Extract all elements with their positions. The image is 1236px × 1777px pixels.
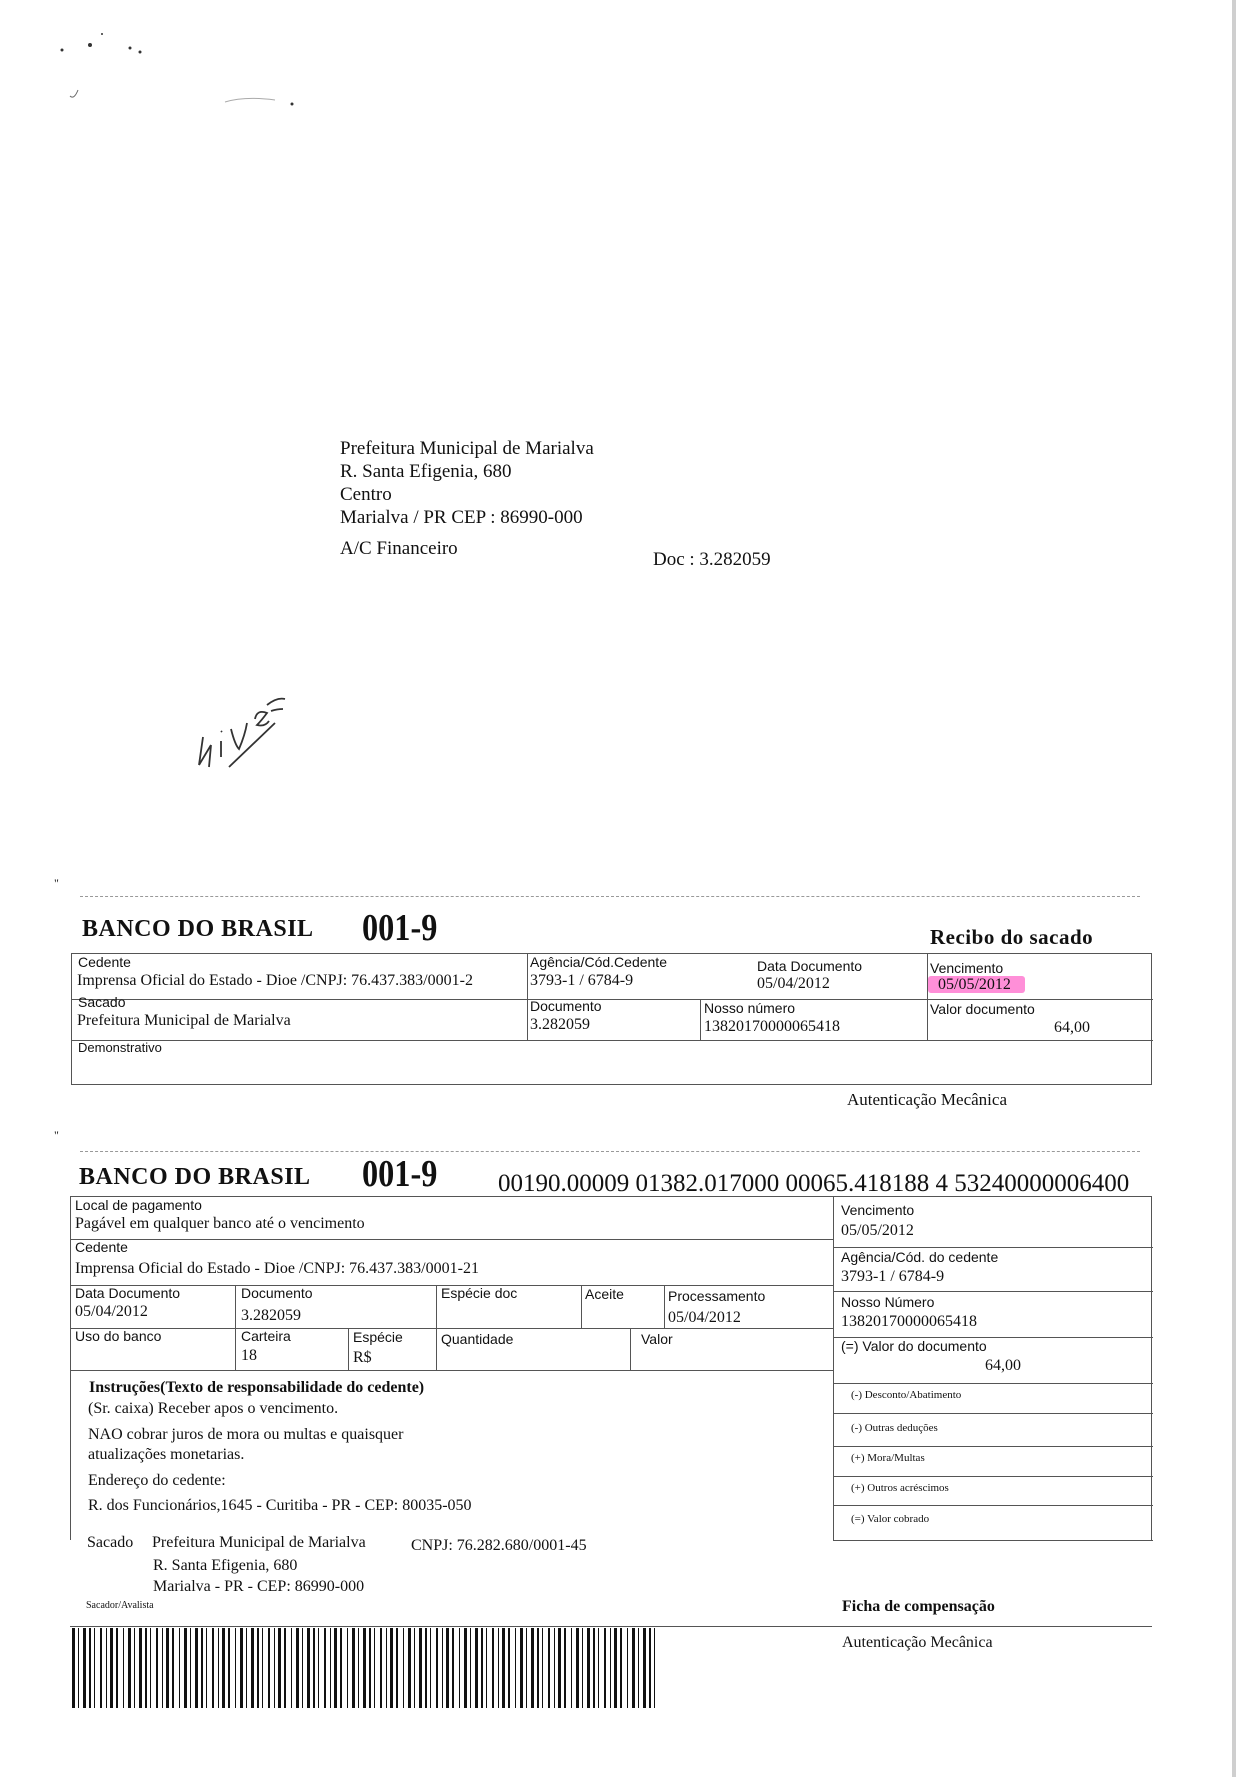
receipt-documento-label: Documento (530, 998, 602, 1014)
slip-box (70, 1196, 1152, 1540)
receipt-col-1 (527, 954, 528, 1040)
slip-documento-value: 3.282059 (241, 1307, 301, 1324)
slip-sacado-address-1: R. Santa Efigenia, 680 (153, 1557, 298, 1574)
slip-right-line-1 (833, 1247, 1153, 1248)
slip-especie-doc-label: Espécie doc (441, 1285, 518, 1301)
doc-number: Doc : 3.282059 (653, 549, 771, 570)
barcode-bars (70, 1628, 662, 1708)
handwriting-drawing (195, 665, 305, 775)
slip-data-doc-value: 05/04/2012 (75, 1303, 148, 1320)
barcode (70, 1628, 662, 1708)
slip-col-process (664, 1285, 665, 1328)
receipt-nosso-label: Nosso número (704, 1000, 796, 1016)
slip-left-line-3 (71, 1328, 833, 1329)
slip-instruction-5: R. dos Funcionários,1645 - Curitiba - PR - CEP: 80035-050 (88, 1497, 472, 1514)
receipt-agencia-label: Agência/Cód.Cedente (530, 954, 667, 970)
slip-right-line-9 (833, 1540, 1153, 1541)
receipt-documento-value: 3.282059 (530, 1016, 590, 1033)
slip-ficha-label: Ficha de compensação (842, 1598, 995, 1615)
slip-data-doc-label: Data Documento (75, 1285, 181, 1301)
receipt-cedente-label: Cedente (78, 954, 131, 970)
address-line-4: Marialva / PR CEP : 86990-000 (340, 507, 583, 528)
slip-left-line-1 (71, 1239, 833, 1240)
receipt-venc-label: Vencimento (930, 960, 1004, 976)
slip-bank-name: BANCO DO BRASIL (79, 1164, 311, 1190)
slip-right-line-4 (833, 1383, 1153, 1384)
slip-carteira-value: 18 (241, 1347, 257, 1364)
slip-valor-label: Valor (641, 1331, 673, 1347)
slip-carteira-label: Carteira (241, 1328, 291, 1344)
slip-valor-doc-value: 64,00 (985, 1357, 1021, 1374)
receipt-col-3 (927, 954, 928, 1040)
slip-cobrado-label: (=) Valor cobrado (851, 1513, 930, 1525)
slip-right-column-divider (833, 1197, 834, 1541)
cut-line-2 (80, 1151, 1140, 1152)
slip-left-line-4 (71, 1370, 833, 1371)
cut-line-1 (80, 896, 1140, 897)
receipt-title: Recibo do sacado (930, 925, 1094, 949)
slip-cedente-label: Cedente (75, 1239, 128, 1255)
slip-agencia-label: Agência/Cód. do cedente (841, 1249, 999, 1265)
slip-nosso-label: Nosso Número (841, 1294, 935, 1310)
slip-especie-value: R$ (353, 1349, 372, 1366)
slip-right-line-7 (833, 1476, 1153, 1477)
handwritten-livre-mark (195, 665, 305, 775)
slip-sacado-cnpj: CNPJ: 76.282.680/0001-45 (411, 1537, 587, 1554)
slip-cedente-value: Imprensa Oficial do Estado - Dioe /CNPJ: 76.437.383/0001-21 (75, 1260, 479, 1277)
receipt-data-doc-value: 05/04/2012 (757, 975, 830, 992)
slip-instruction-2: NAO cobrar juros de mora ou multas e quaisquer (88, 1426, 404, 1443)
receipt-agencia-value: 3793-1 / 6784-9 (530, 972, 634, 989)
receipt-box (71, 953, 1152, 1085)
receipt-row-line-2 (72, 1040, 1153, 1041)
slip-local-value: Pagável em qualquer banco até o vencimento (75, 1215, 365, 1232)
slip-process-value: 05/04/2012 (668, 1309, 741, 1326)
slip-instructions-title: Instruções(Texto de responsabilidade do cedente) (89, 1379, 425, 1396)
slip-digitable-line: 00190.00009 01382.017000 00065.418188 4 53240000006400 (498, 1170, 1130, 1197)
receipt-autentication: Autenticação Mecânica (847, 1090, 1007, 1109)
receipt-row-line-1 (72, 999, 1153, 1000)
receipt-valor-value: 64,00 (1054, 1019, 1090, 1036)
slip-aceite-label: Aceite (585, 1286, 624, 1302)
slip-col-quantidade (436, 1328, 437, 1370)
receipt-bank-code: 001-9 (362, 907, 438, 949)
scan-edge (1232, 0, 1236, 1777)
slip-col-aceite (581, 1285, 582, 1328)
cut-line-2-mark: " (54, 1128, 59, 1142)
slip-col-especie-doc (436, 1285, 437, 1328)
slip-venc-value: 05/05/2012 (841, 1222, 914, 1239)
slip-valor-doc-label: (=) Valor do documento (841, 1338, 987, 1354)
slip-agencia-value: 3793-1 / 6784-9 (841, 1268, 945, 1285)
slip-right-line-5 (833, 1413, 1153, 1414)
receipt-venc-value (928, 976, 1025, 994)
address-line-5: A/C Financeiro (340, 538, 458, 559)
slip-acrescimos-label: (+) Outros acréscimos (851, 1482, 949, 1494)
speck-marks (30, 20, 330, 120)
receipt-demo-label: Demonstrativo (78, 1040, 162, 1055)
slip-col-carteira-right (348, 1328, 349, 1370)
cut-line-1-mark: " (54, 876, 59, 890)
receipt-nosso-value: 13820170000065418 (704, 1018, 840, 1035)
receipt-col-2 (700, 999, 701, 1040)
slip-avalista-label: Sacador/Avalista (86, 1600, 154, 1611)
slip-venc-label: Vencimento (841, 1202, 915, 1218)
slip-documento-label: Documento (241, 1285, 313, 1301)
receipt-valor-label: Valor documento (930, 1001, 1035, 1017)
slip-deducoes-label: (-) Outras deduções (851, 1422, 938, 1434)
slip-uso-label: Uso do banco (75, 1328, 162, 1344)
slip-right-line-8 (833, 1505, 1153, 1506)
receipt-sacado-value: Prefeitura Municipal de Marialva (77, 1012, 291, 1029)
receipt-cedente-value: Imprensa Oficial do Estado - Dioe /CNPJ: 76.437.383/0001-2 (77, 972, 473, 989)
slip-right-line-2 (833, 1291, 1153, 1292)
address-line-1: Prefeitura Municipal de Marialva (340, 438, 594, 459)
receipt-sacado-label: Sacado (78, 994, 126, 1010)
slip-instruction-4: Endereço do cedente: (88, 1472, 226, 1489)
slip-desconto-label: (-) Desconto/Abatimento (851, 1389, 962, 1401)
slip-quant-label: Quantidade (441, 1331, 514, 1347)
slip-process-label: Processamento (668, 1288, 766, 1304)
address-line-3: Centro (340, 484, 392, 505)
slip-nosso-value: 13820170000065418 (841, 1313, 977, 1330)
slip-bottom-rule (70, 1626, 1152, 1627)
slip-right-line-6 (833, 1446, 1153, 1447)
slip-sacado-label: Sacado (87, 1534, 134, 1551)
recipient-address (340, 437, 840, 560)
address-line-2: R. Santa Efigenia, 680 (340, 461, 512, 482)
slip-sacado-name: Prefeitura Municipal de Marialva (152, 1534, 366, 1551)
slip-especie-label: Espécie (353, 1329, 403, 1345)
receipt-bank-name: BANCO DO BRASIL (82, 916, 314, 942)
slip-col-valor (630, 1328, 631, 1370)
slip-mora-label: (+) Mora/Multas (851, 1452, 925, 1464)
slip-autentication: Autenticação Mecânica (842, 1634, 993, 1651)
scan-specks (30, 20, 330, 120)
highlighted-due-date: 05/05/2012 (928, 976, 1025, 993)
slip-col-docdate (235, 1285, 236, 1370)
slip-sacado-address-2: Marialva - PR - CEP: 86990-000 (153, 1578, 365, 1595)
slip-instruction-3: atualizações monetarias. (88, 1446, 245, 1463)
slip-local-label: Local de pagamento (75, 1197, 202, 1213)
slip-bank-code: 001-9 (362, 1153, 438, 1195)
receipt-data-doc-label: Data Documento (757, 958, 863, 974)
slip-instruction-1: (Sr. caixa) Receber apos o vencimento. (88, 1400, 339, 1417)
